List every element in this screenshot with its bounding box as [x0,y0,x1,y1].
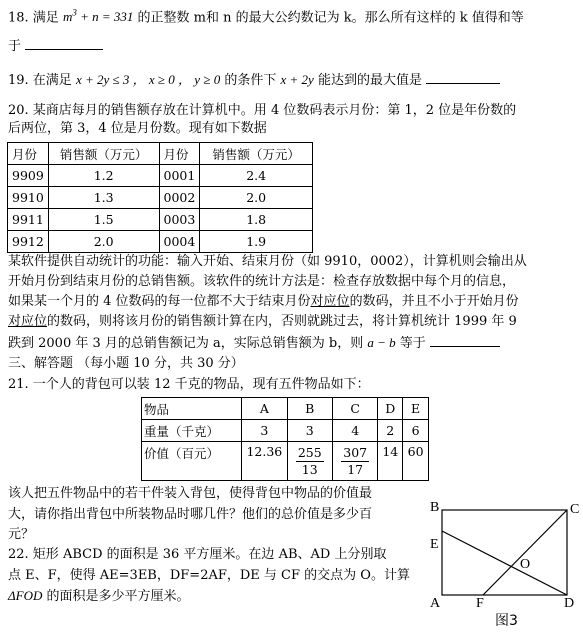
q22-line3 [8,587,190,606]
month-cell: 9911 [8,209,49,231]
q18-line1 [8,4,524,27]
sales-cell: 1.9 [200,231,313,253]
q20-para3-underlined: 对应位 [310,294,350,309]
items-table [141,397,429,481]
q20-para1: 某软件提供自动统计的功能：输入开始、结束月份（如 9910，0002），计算机则会输出从 [8,254,527,269]
month-cell: 9910 [8,187,49,209]
denominator: 13 [301,461,318,477]
month-cell: 9912 [8,231,49,253]
numerator: 307 [343,444,368,460]
denominator: 17 [347,461,364,477]
q20-para2: 开始月份到结束月份的总销售额。该软件的统计方法是：检查存放数据中每个月的信息， [8,274,516,289]
q20-para3-b: 的数码，并且不小于开始月份 [349,294,519,309]
q22-line2: 点 E、F，使得 AE=3EB，DF=2AF，DE 与 CF 的交点为 O。计算 [8,568,410,583]
q18-prefix: 18. 满足 [8,10,59,26]
sales-cell: 2.4 [200,165,313,187]
weight-cell: 2 [378,420,403,442]
label-o: O [520,557,531,572]
q18-suffix: 于 [8,39,22,54]
table-header-row [8,143,313,165]
month-cell: 0004 [159,231,200,253]
header-month-2: 月份 [159,143,200,165]
label-d: D [564,596,575,611]
q21-line2: 该人把五件物品中的若干件装入背包，使得背包中物品的价值最 [8,486,373,501]
segment-cf [483,510,567,595]
value-label: 价值（百元） [142,442,242,481]
header-sales-1: 销售额（万元） [48,143,159,165]
q19-middle: 的条件下 [224,73,277,88]
q20-para4-b: 的数码，则将该月份的销售额计算在内，否则就跳过去，将计算机统计 1999 年 9 [47,314,517,329]
month-cell: 0003 [159,209,200,231]
label-c: C [570,502,580,517]
section-heading: 三、解答题 （每小题 10 分，共 30 分） [8,356,244,371]
table-row [8,187,313,209]
sales-cell: 1.5 [48,209,159,231]
weight-cell: 3 [242,420,287,442]
sales-cell: 1.8 [200,209,313,231]
table-row [142,420,429,442]
q22-line1: 22. 矩形 ABCD 的面积是 36 平方厘米。在边 AB、AD 上分别取 [8,547,387,562]
figure-caption: 图3 [495,613,518,629]
q18-line2 [8,36,103,56]
month-cell: 9909 [8,165,49,187]
header-d: D [378,398,403,420]
q22-line3-text: 的面积是多少平方厘米。 [46,589,190,604]
header-item: 物品 [142,398,242,420]
q19-line [8,70,500,90]
q21-line1: 21. 一个人的背包可以装 12 千克的物品，现有五件物品如下： [8,377,370,392]
weight-label: 重量（千克） [142,420,242,442]
value-cell: 14 [378,442,403,481]
weight-cell: 4 [332,420,377,442]
table-row [8,209,313,231]
sales-cell: 2.0 [200,187,313,209]
header-b: B [287,398,332,420]
label-b: B [430,500,440,515]
q18-text: 的正整数 m和 n 的最大公约数记为 k。那么所有这样的 k 值得和等 [137,10,524,26]
weight-cell: 3 [287,420,332,442]
triangle-fod: ΔFOD [8,588,43,603]
label-a: A [430,596,441,611]
weight-cell: 6 [403,420,429,442]
q20-para4 [8,313,517,331]
q20-para5-a: 跌到 2000 年 3 月的总销售额记为 a，实际总销售额为 b，则 [8,336,364,351]
q19-prefix: 19. 在满足 [8,73,72,88]
q20-para3-a: 如果某一个月的 4 位数码的每一位都不大于结束月份 [8,294,311,309]
q18-answer-blank[interactable] [25,36,103,50]
value-cell [332,442,377,481]
table-row [142,442,429,481]
table-row [8,231,313,253]
table-row [8,165,313,187]
q19-expression: x + 2y [280,72,314,87]
q18-equation: $m^3 + n = 331$ [62,8,134,25]
header-e: E [403,398,429,420]
q20-para5-b: 等于 [399,336,426,351]
q21-line3: 大，请你指出背包中所装物品时哪几件？他们的总价值是多少百 [8,507,373,522]
q19-answer-blank[interactable] [426,70,500,84]
q20-para5 [8,333,500,353]
fraction [341,445,369,478]
label-e: E [430,537,439,552]
rectangle-figure [425,500,583,633]
sales-cell: 1.3 [48,187,159,209]
label-f: F [476,596,484,611]
month-cell: 0001 [159,165,200,187]
q20-expression: a − b [367,335,396,350]
header-month-1: 月份 [8,143,49,165]
numerator: 255 [297,444,322,460]
value-cell [287,442,332,481]
fraction [296,445,324,478]
q20-para4-underlined: 对应位 [8,314,48,329]
value-cell: 12.36 [242,442,287,481]
header-sales-2: 销售额（万元） [200,143,313,165]
sales-cell: 2.0 [48,231,159,253]
sales-table [7,142,313,253]
q19-constraint: x + 2y ≤ 3 ， x ≥ 0 ， y ≥ 0 [75,72,221,87]
table-header-row [142,398,429,420]
q20-para3 [8,293,519,311]
q20-line2: 后两位，第 3，4 位是月份数。现有如下数据 [8,121,267,136]
value-cell: 60 [403,442,429,481]
q20-line1: 20. 某商店每月的销售额存放在计算机中。用 4 位数码表示月份：第 1，2 位是年份数的 [8,103,517,118]
sales-cell: 1.2 [48,165,159,187]
header-c: C [332,398,377,420]
q20-answer-blank[interactable] [430,333,500,347]
header-a: A [242,398,287,420]
segment-de [442,531,567,595]
q19-suffix: 能达到的最大值是 [317,73,422,88]
month-cell: 0002 [159,187,200,209]
q21-line4: 元？ [8,527,35,542]
rectangle-abcd [442,510,567,595]
